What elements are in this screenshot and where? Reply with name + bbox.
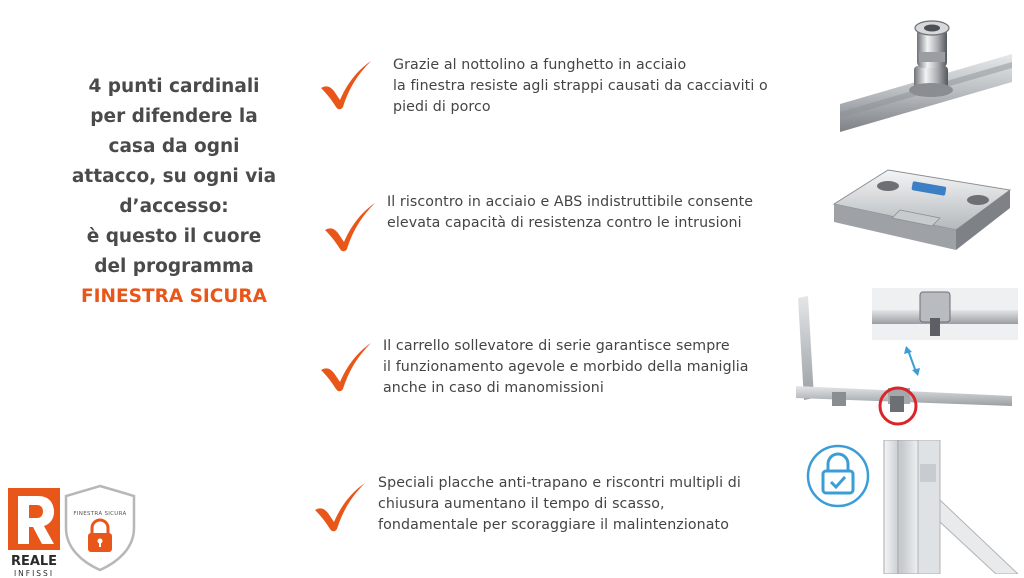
checkmark-icon xyxy=(322,200,378,252)
feature-1-text xyxy=(393,55,768,118)
reale-brand: REALE xyxy=(10,554,58,569)
feature-2-line-1: Il riscontro in acciaio e ABS indistruttibile consente xyxy=(387,194,754,210)
headline xyxy=(62,72,286,312)
checkmark-icon xyxy=(312,480,368,532)
anti-drill-lock-icon xyxy=(806,440,1018,574)
feature-4-line-1: Speciali placche anti-trapano e riscontri multipli di xyxy=(378,475,741,491)
checkmark-icon xyxy=(318,340,374,392)
headline-line-6: è questo il cuore xyxy=(86,226,262,247)
headline-line-5: d’accesso: xyxy=(119,196,229,217)
feature-2-line-2: elevata capacità di resistenza contro le intrusioni xyxy=(387,215,742,231)
feature-4-line-3: fondamentale per scoraggiare il malintenzionato xyxy=(378,517,729,533)
feature-2-text xyxy=(387,192,753,234)
feature-1-line-3: piedi di porco xyxy=(393,99,491,115)
checkmark-icon xyxy=(318,58,374,110)
headline-line-7: del programma xyxy=(94,256,254,277)
feature-4-text xyxy=(378,473,741,536)
feature-3-line-2: il funzionamento agevole e morbido della maniglia xyxy=(383,359,749,375)
feature-3-line-3: anche in caso di manomissioni xyxy=(383,380,604,396)
lift-carrier-icon xyxy=(792,288,1018,428)
striker-plate-icon xyxy=(828,160,1016,260)
headline-line-3: casa da ogni xyxy=(108,136,240,157)
feature-1-line-2: la finestra resiste agli strappi causati da cacciaviti o xyxy=(393,78,768,94)
feature-4-line-2: chiusura aumentano il tempo di scasso, xyxy=(378,496,665,512)
reale-infissi-logo xyxy=(8,488,60,578)
headline-line-1: 4 punti cardinali xyxy=(88,76,260,97)
mushroom-cam-icon xyxy=(840,8,1012,132)
badge-text: FINESTRA SICURA xyxy=(73,511,127,517)
headline-accent: FINESTRA SICURA xyxy=(81,286,267,307)
feature-1-line-1: Grazie al nottolino a funghetto in acciaio xyxy=(393,57,687,73)
feature-3-line-1: Il carrello sollevatore di serie garantisce sempre xyxy=(383,338,730,354)
headline-line-4: attacco, su ogni via xyxy=(71,166,277,187)
shield-icon xyxy=(62,484,138,572)
headline-line-2: per difendere la xyxy=(90,106,258,127)
feature-3-text xyxy=(383,336,749,399)
finestra-sicura-badge xyxy=(62,484,138,572)
reale-r-mark-icon xyxy=(8,488,60,550)
reale-sub: INFISSI xyxy=(13,569,55,578)
